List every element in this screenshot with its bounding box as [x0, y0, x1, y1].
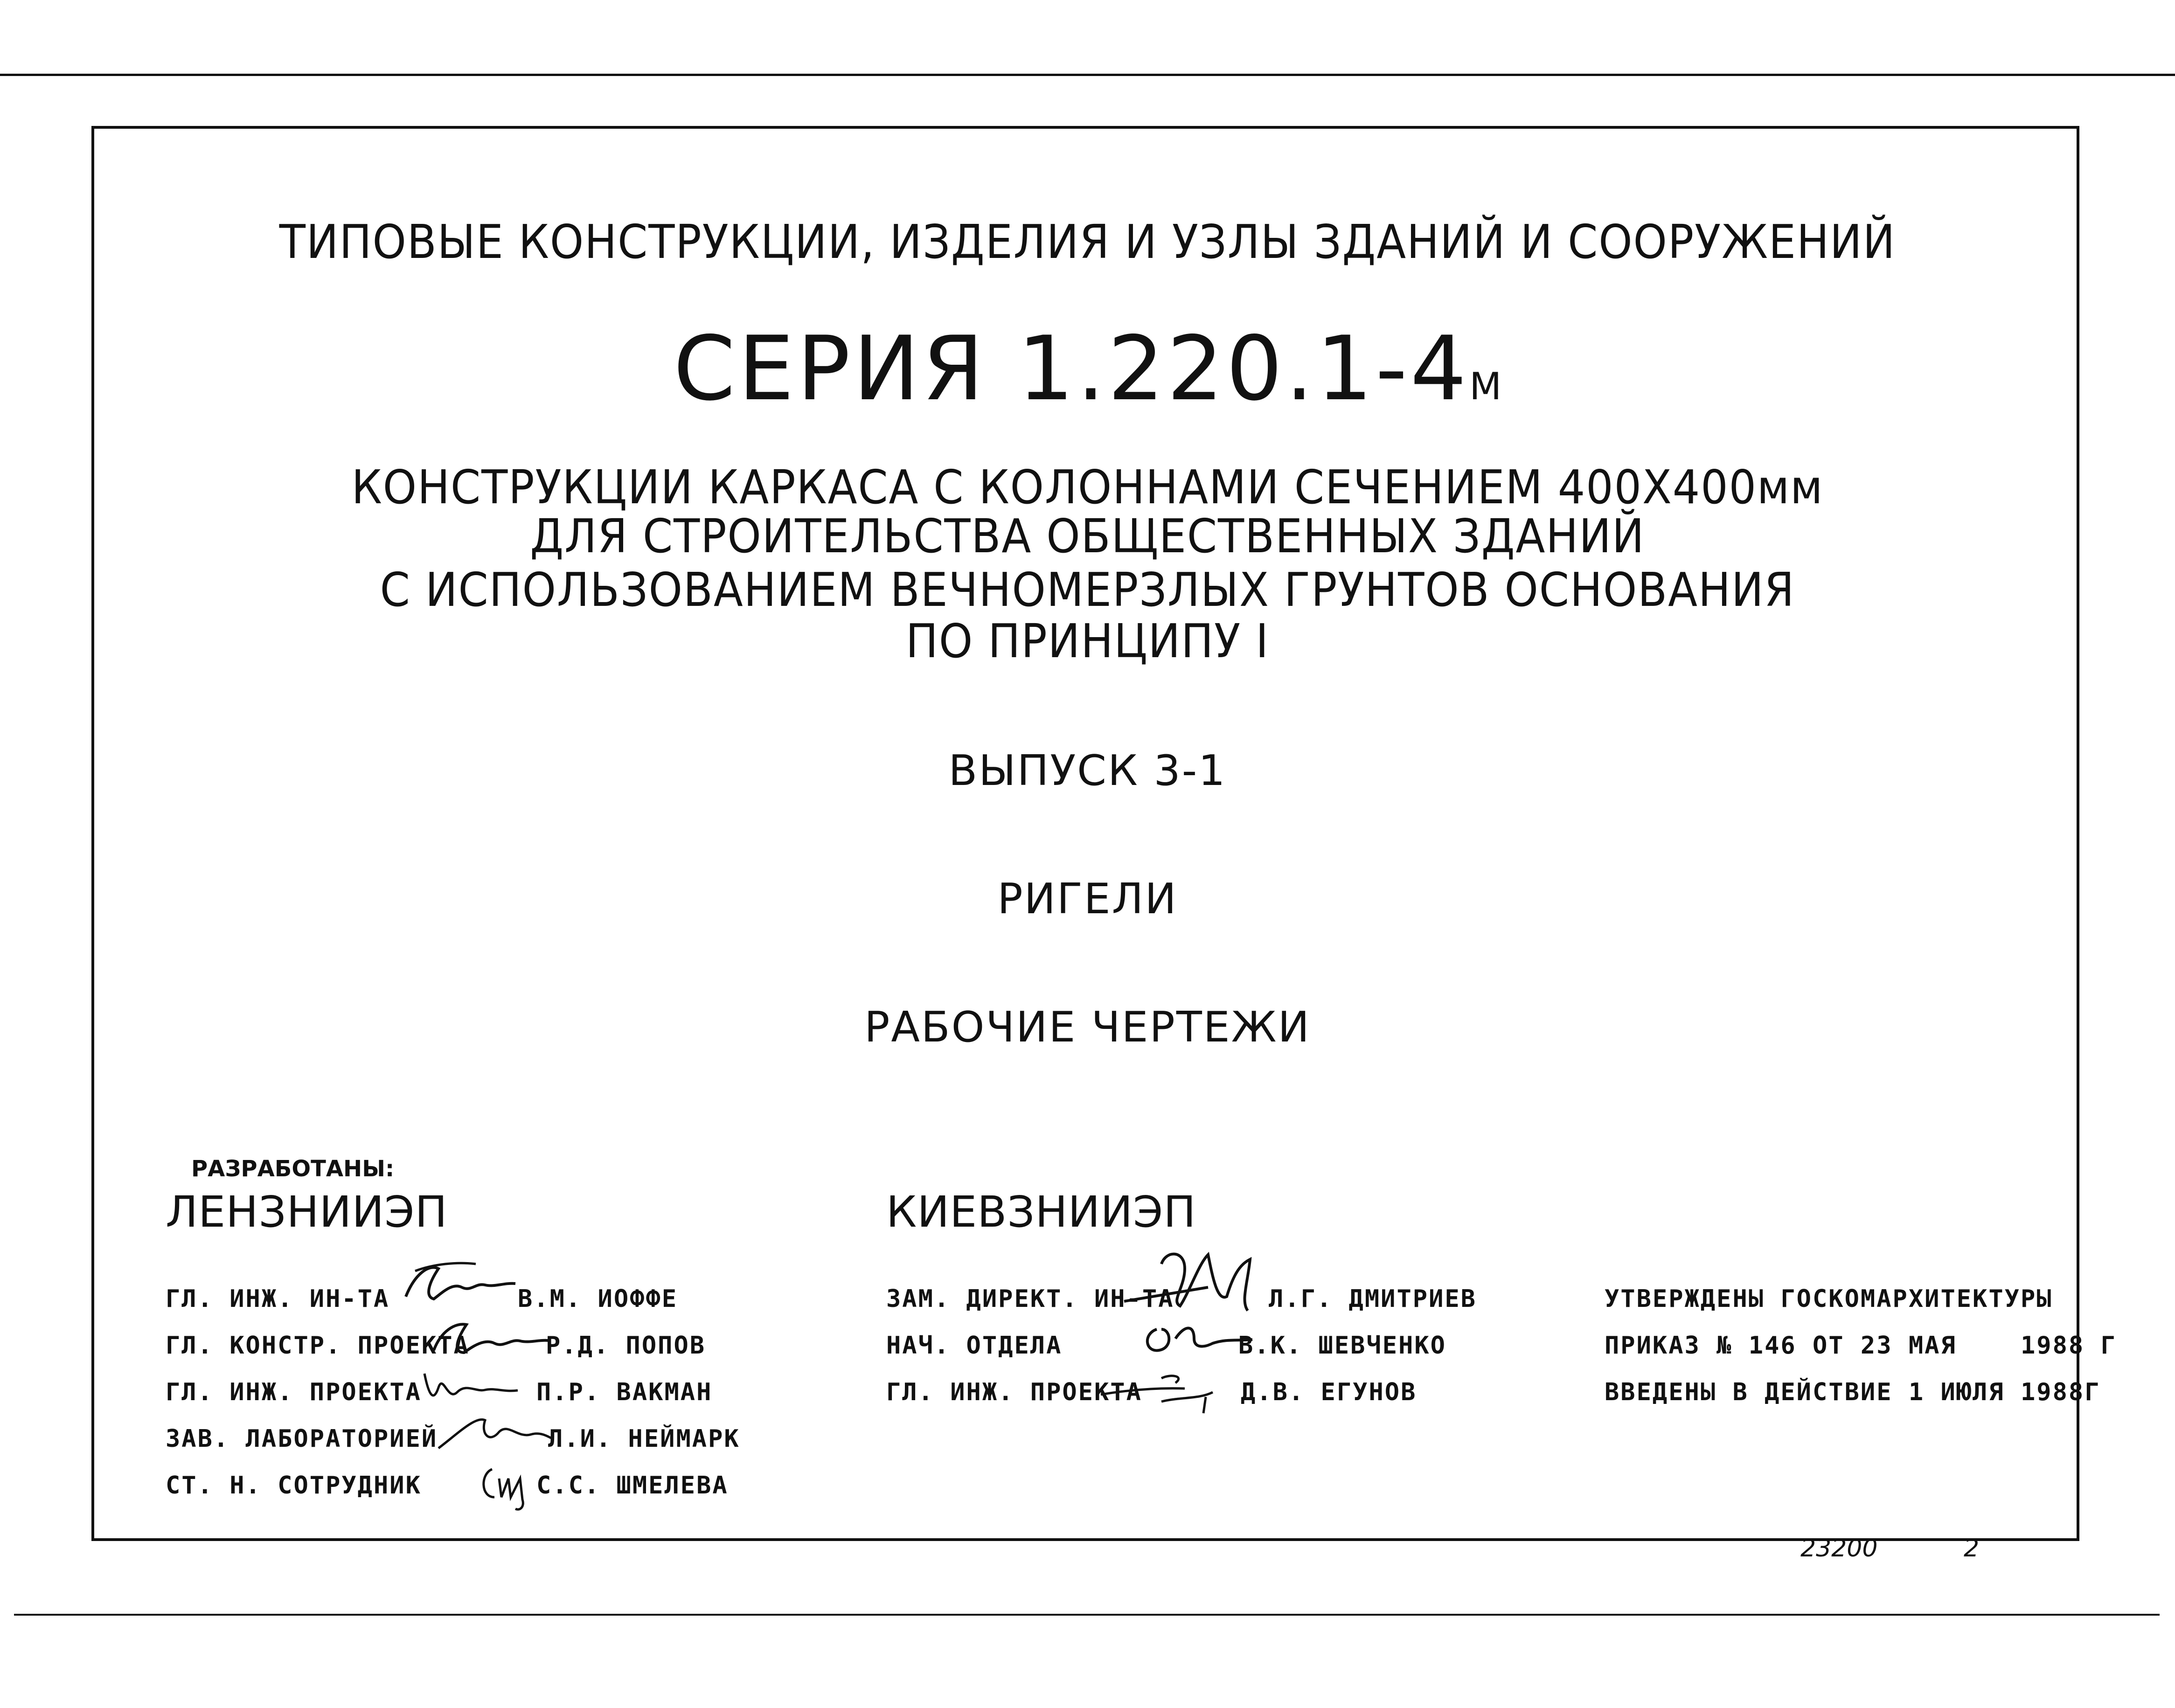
signature-shevchenko: [1138, 1311, 1255, 1367]
series-suffix: М: [1469, 365, 1502, 408]
approval-line-1: УТВЕРЖДЕНЫ ГОСКОМАРХИТЕКТУРЫ: [1605, 1285, 2053, 1313]
left-sig-role-4: ЗАВ. ЛАБОРАТОРИЕЙ: [166, 1425, 438, 1453]
approval-line-3: ВВЕДЕНЫ В ДЕЙСТВИЕ 1 ИЮЛЯ 1988Г: [1605, 1378, 2101, 1406]
right-sig-role-2: НАЧ. ОТДЕЛА: [886, 1332, 1063, 1360]
org-lenzniiep: ЛЕНЗНИИЭП: [166, 1187, 448, 1237]
signature-egunov: [1091, 1360, 1245, 1416]
signature-shmeleva: [476, 1460, 541, 1516]
top-trim-line: [0, 74, 2175, 76]
bottom-trim-line: [14, 1614, 2160, 1616]
left-sig-name-1: В.М. ИОФФЕ: [518, 1285, 678, 1313]
series-label: СЕРИЯ 1.220.1-4: [673, 317, 1470, 420]
right-sig-name-3: Д.В. ЕГУНОВ: [1241, 1378, 1417, 1406]
right-sig-name-2: В.К. ШЕВЧЕНКО: [1238, 1332, 1446, 1360]
description-line-3: С ИСПОЛЬЗОВАНИЕМ ВЕЧНОМЕРЗЛЫХ ГРУНТОВ ОСНОВАНИЯ: [380, 562, 1795, 617]
left-sig-role-5: СТ. Н. СОТРУДНИК: [166, 1472, 422, 1500]
issue-number: ВЫПУСК 3-1: [948, 746, 1227, 795]
right-sig-name-1: Л.Г. ДМИТРИЕВ: [1269, 1285, 1477, 1313]
description-line-4: ПО ПРИНЦИПУ I: [905, 614, 1270, 668]
general-title: ТИПОВЫЕ КОНСТРУКЦИИ, ИЗДЕЛИЯ И УЗЛЫ ЗДАНИЙ И СООРУЖЕНИЙ: [279, 215, 1896, 269]
document-type: РАБОЧИЕ ЧЕРТЕЖИ: [864, 1003, 1311, 1052]
left-sig-role-2: ГЛ. КОНСТР. ПРОЕКТА: [166, 1332, 470, 1360]
left-sig-name-5: С.С. ШМЕЛЕВА: [536, 1472, 729, 1500]
signature-neimark: [434, 1406, 555, 1458]
right-sig-role-3: ГЛ. ИНЖ. ПРОЕКТА: [886, 1378, 1142, 1406]
signature-ioffe: [396, 1255, 522, 1315]
approval-line-2: ПРИКАЗ № 146 ОТ 23 МАЯ 1988 Г: [1605, 1332, 2117, 1360]
left-sig-name-2: Р.Д. ПОПОВ: [546, 1332, 706, 1360]
signature-vakman: [415, 1360, 532, 1411]
description-line-2: ДЛЯ СТРОИТЕЛЬСТВА ОБЩЕСТВЕННЫХ ЗДАНИЙ: [530, 509, 1645, 563]
right-sig-role-1: ЗАМ. ДИРЕКТ. ИН-ТА: [886, 1285, 1174, 1313]
org-kievzniiep: КИЕВЗНИИЭП: [886, 1187, 1196, 1237]
developed-by-caption: РАЗРАБОТАНЫ:: [191, 1156, 395, 1182]
left-sig-name-3: П.Р. ВАКМАН: [536, 1378, 713, 1406]
description-line-1: КОНСТРУКЦИИ КАРКАСА С КОЛОННАМИ СЕЧЕНИЕМ 400Х400мм: [351, 460, 1824, 514]
left-sig-role-1: ГЛ. ИНЖ. ИН-ТА: [166, 1285, 390, 1313]
sheet-number: 2: [1964, 1534, 1980, 1562]
signature-popov: [427, 1311, 553, 1362]
signature-dmitriev: [1115, 1236, 1264, 1320]
stamp-number: 23200: [1800, 1534, 1878, 1562]
left-sig-name-4: Л.И. НЕЙМАРК: [548, 1425, 740, 1453]
left-sig-role-3: ГЛ. ИНЖ. ПРОЕКТА: [166, 1378, 422, 1406]
series-title: [0, 317, 2175, 420]
subject-title: РИГЕЛИ: [997, 875, 1178, 923]
